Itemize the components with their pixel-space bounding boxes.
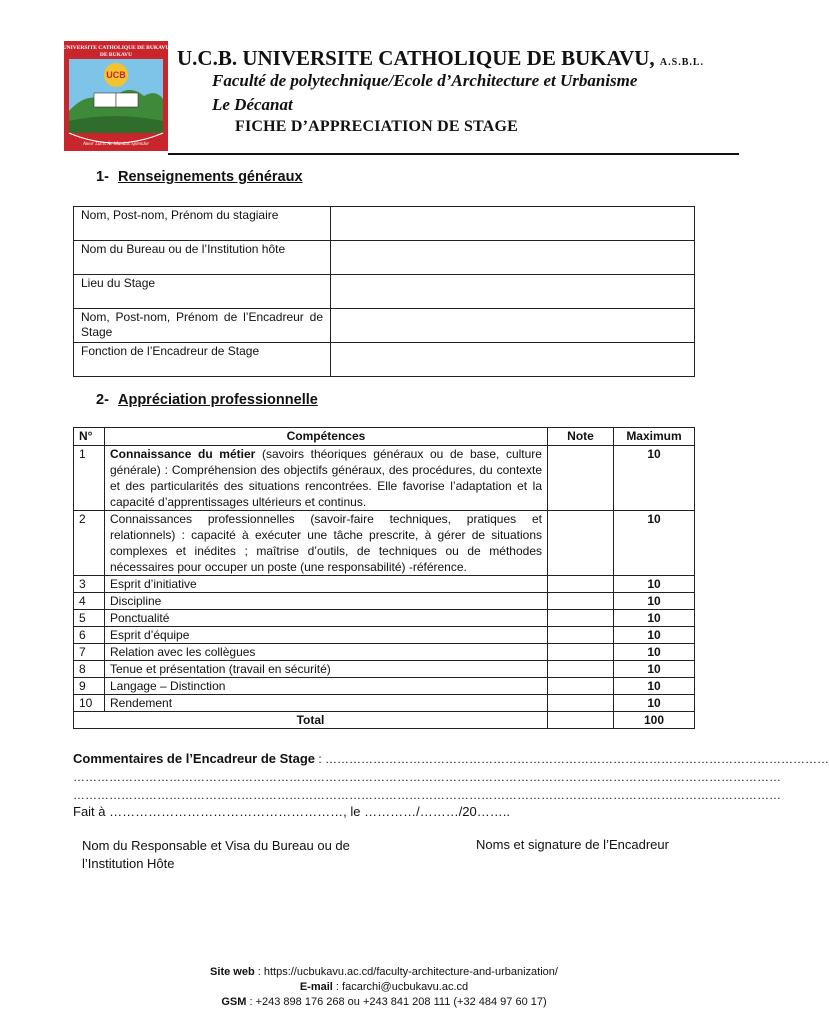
section-professional-appraisal-heading: 2- Appréciation professionnelle bbox=[96, 392, 318, 408]
table-header-row bbox=[74, 428, 695, 446]
field-label: Nom, Post-nom, Prénom du stagiaire bbox=[74, 207, 331, 241]
row-number: 9 bbox=[74, 678, 105, 695]
maximum-value: 10 bbox=[614, 576, 695, 593]
supervisor-comments-line[interactable]: Commentaires de l’Encadreur de Stage : ……………………………………………………………………………………………………………… bbox=[73, 751, 829, 766]
faculty-name: Faculté de polytechnique/Ecole d’Architecture et Urbanisme bbox=[212, 71, 638, 90]
logo-top-text: UNIVERSITE CATHOLIQUE DE BUKAVU bbox=[62, 45, 170, 51]
university-name: U.C.B. UNIVERSITE CATHOLIQUE DE BUKAVU, A.S.B.L. bbox=[177, 46, 705, 70]
note-field[interactable] bbox=[548, 678, 614, 695]
maximum-value: 10 bbox=[614, 593, 695, 610]
svg-text:DE BUKAVU: DE BUKAVU bbox=[99, 52, 133, 58]
note-field[interactable] bbox=[548, 511, 614, 576]
host-signature-label: Nom du Responsable et Visa du Bureau ou de l’Institution Hôte bbox=[82, 838, 350, 871]
table-row bbox=[74, 241, 695, 275]
supervisor-signature-label: Noms et signature de l’Encadreur bbox=[476, 837, 669, 852]
place-date-line[interactable]: Fait à ………………………………………………, le …………/………/20…….. bbox=[73, 804, 510, 819]
row-number: 3 bbox=[74, 576, 105, 593]
row-number: 5 bbox=[74, 610, 105, 627]
total-note-field[interactable] bbox=[548, 712, 614, 729]
field-label: Nom du Bureau ou de l’Institution hôte bbox=[74, 241, 331, 275]
host-institution-field[interactable] bbox=[331, 241, 695, 275]
competence-description: Rendement bbox=[105, 695, 548, 712]
table-row bbox=[74, 593, 695, 610]
note-field[interactable] bbox=[548, 644, 614, 661]
column-header-maximum: Maximum bbox=[614, 428, 695, 446]
table-row bbox=[74, 678, 695, 695]
trainee-name-field[interactable] bbox=[331, 207, 695, 241]
maximum-value: 10 bbox=[614, 661, 695, 678]
row-number: 1 bbox=[74, 446, 105, 511]
competence-description: Langage – Distinction bbox=[105, 678, 548, 695]
competence-description: Connaissances professionnelles (savoir-faire techniques, pratiques et relationnels) : capacité à exécuter une tâche prescrite, à gérer de situations complexes et inédites ; maîtrise d’outils, de techniques ou de méthodes nécessaires pour occuper un poste (une responsabilité) -référence. bbox=[105, 511, 548, 576]
note-field[interactable] bbox=[548, 610, 614, 627]
header-divider bbox=[168, 153, 739, 155]
table-row bbox=[74, 207, 695, 241]
total-row bbox=[74, 712, 695, 729]
footer-phone: GSM : +243 898 176 268 ou +243 841 208 111 (+32 484 97 60 17) bbox=[221, 996, 547, 1008]
table-row bbox=[74, 343, 695, 377]
decanat-label: Le Décanat bbox=[212, 95, 293, 114]
row-number: 4 bbox=[74, 593, 105, 610]
footer-website: Site web : https://ucbukavu.ac.cd/faculty-architecture-and-urbanization/ bbox=[210, 966, 558, 978]
row-number: 7 bbox=[74, 644, 105, 661]
maximum-value: 10 bbox=[614, 610, 695, 627]
footer-email: E-mail : facarchi@ucbukavu.ac.cd bbox=[299, 981, 469, 993]
university-logo bbox=[64, 41, 168, 151]
table-row bbox=[74, 446, 695, 511]
competence-description: Connaissance du métier (savoirs théoriques généraux ou de base, culture générale) : Compréhension des objectifs généraux, des procédures, du contexte et des particularités des situations rencontrées. Elle favorise l’adaptation et la capacité d’apprentissages ultérieurs et continus. bbox=[105, 446, 548, 511]
comments-dotted-line[interactable]: …………………………………………………………………………………………………………………………………………………………… bbox=[73, 770, 781, 784]
section-general-info-heading: 1- Renseignements généraux bbox=[96, 169, 303, 185]
maximum-value: 10 bbox=[614, 627, 695, 644]
table-row bbox=[74, 511, 695, 576]
table-row bbox=[74, 576, 695, 593]
table-row bbox=[74, 627, 695, 644]
logo-motto: Amor Lucis Ac Mundus Splendor bbox=[82, 142, 150, 147]
competence-description: Esprit d’initiative bbox=[105, 576, 548, 593]
table-row bbox=[74, 275, 695, 309]
table-row bbox=[74, 309, 695, 343]
note-field[interactable] bbox=[548, 661, 614, 678]
logo-center-text: UCB bbox=[106, 70, 126, 80]
competences-table bbox=[73, 427, 695, 729]
competence-description: Ponctualité bbox=[105, 610, 548, 627]
maximum-value: 10 bbox=[614, 644, 695, 661]
row-number: 10 bbox=[74, 695, 105, 712]
maximum-value: 10 bbox=[614, 446, 695, 511]
note-field[interactable] bbox=[548, 627, 614, 644]
maximum-value: 10 bbox=[614, 511, 695, 576]
column-header-competences: Compétences bbox=[105, 428, 548, 446]
note-field[interactable] bbox=[548, 695, 614, 712]
competence-description: Discipline bbox=[105, 593, 548, 610]
maximum-value: 10 bbox=[614, 678, 695, 695]
note-field[interactable] bbox=[548, 593, 614, 610]
total-maximum: 100 bbox=[614, 712, 695, 729]
table-row bbox=[74, 644, 695, 661]
field-label: Fonction de l’Encadreur de Stage bbox=[74, 343, 331, 377]
comments-dotted-line[interactable]: …………………………………………………………………………………………………………………………………………………………… bbox=[73, 788, 781, 802]
competence-description: Tenue et présentation (travail en sécurité) bbox=[105, 661, 548, 678]
general-info-table bbox=[73, 206, 695, 377]
column-header-number: N° bbox=[74, 428, 105, 446]
note-field[interactable] bbox=[548, 446, 614, 511]
competence-description: Esprit d’équipe bbox=[105, 627, 548, 644]
maximum-value: 10 bbox=[614, 695, 695, 712]
note-field[interactable] bbox=[548, 576, 614, 593]
total-label: Total bbox=[74, 712, 548, 729]
row-number: 8 bbox=[74, 661, 105, 678]
supervisor-function-field[interactable] bbox=[331, 343, 695, 377]
table-row bbox=[74, 661, 695, 678]
row-number: 2 bbox=[74, 511, 105, 576]
table-row bbox=[74, 610, 695, 627]
column-header-note: Note bbox=[548, 428, 614, 446]
supervisor-name-field[interactable] bbox=[331, 309, 695, 343]
footer-contacts bbox=[0, 965, 768, 1010]
comments-label: Commentaires de l’Encadreur de Stage bbox=[73, 751, 316, 766]
competence-description: Relation avec les collègues bbox=[105, 644, 548, 661]
document-title: FICHE D’APPRECIATION DE STAGE bbox=[235, 118, 519, 135]
table-row bbox=[74, 695, 695, 712]
field-label: Nom, Post-nom, Prénom de l’Encadreur de Stage bbox=[74, 309, 331, 343]
internship-location-field[interactable] bbox=[331, 275, 695, 309]
row-number: 6 bbox=[74, 627, 105, 644]
field-label: Lieu du Stage bbox=[74, 275, 331, 309]
